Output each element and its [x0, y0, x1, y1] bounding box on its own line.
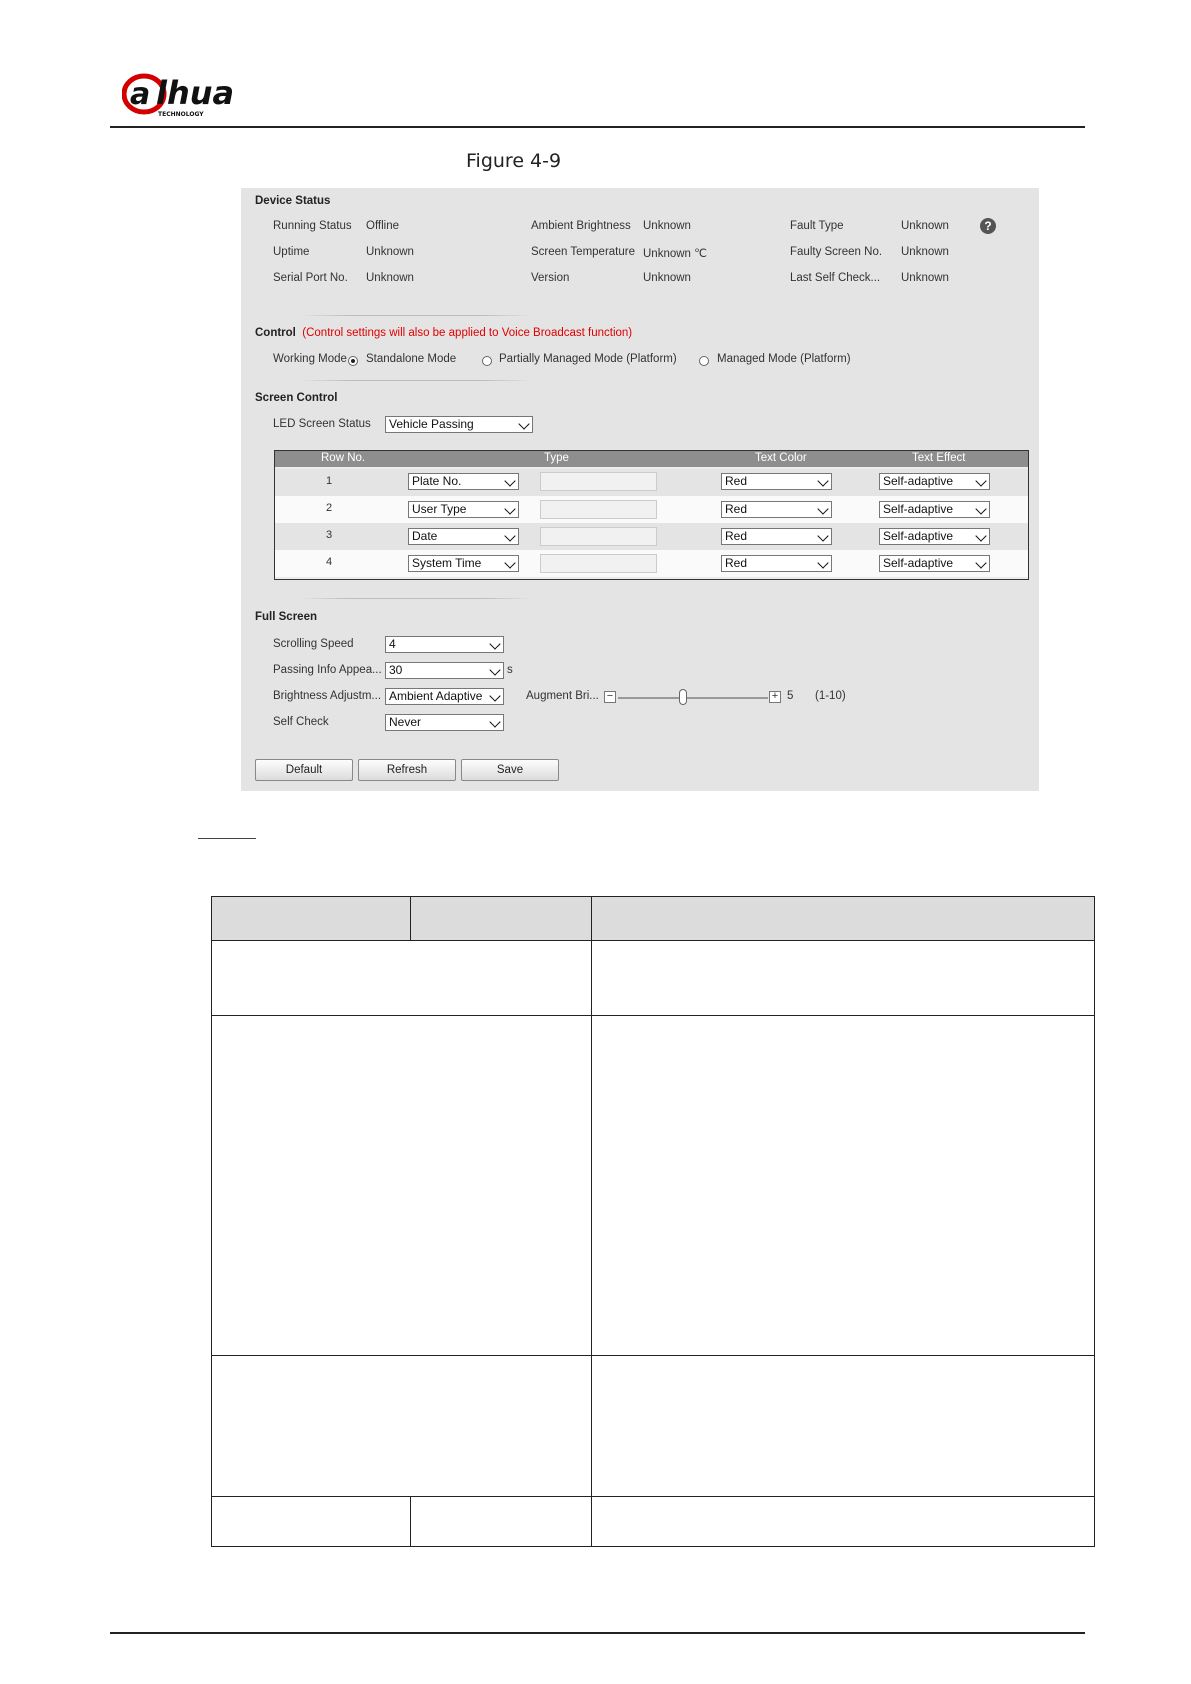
faulty-screen-no-value: Unknown — [901, 246, 949, 258]
row-type-input[interactable] — [540, 500, 657, 519]
table-border — [1094, 896, 1095, 1547]
scrolling-speed-select[interactable]: 4 — [385, 636, 504, 653]
table-header — [275, 451, 1028, 467]
uptime-label: Uptime — [273, 246, 310, 258]
row-text-color-select[interactable]: Red — [721, 555, 832, 572]
last-self-check-label: Last Self Check... — [790, 272, 881, 284]
augment-brightness-range: (1-10) — [815, 690, 846, 702]
full-screen-title: Full Screen — [255, 611, 317, 623]
row-no: 2 — [326, 502, 333, 514]
screen-temperature-value: Unknown ℃ — [643, 248, 708, 260]
working-mode-label: Working Mode — [273, 353, 347, 365]
last-self-check-value: Unknown — [901, 272, 949, 284]
table-rule — [211, 1015, 1095, 1016]
table-border — [211, 1546, 1095, 1547]
row-text-color-select[interactable]: Red — [721, 473, 832, 490]
svg-text:TECHNOLOGY: TECHNOLOGY — [158, 111, 204, 118]
row-no: 3 — [326, 529, 333, 541]
augment-brightness-label: Augment Bri... — [526, 690, 599, 702]
table-row — [275, 496, 1028, 523]
brightness-adjustment-select[interactable]: Ambient Adaptive — [385, 688, 504, 705]
slider-increase-button[interactable]: + — [769, 691, 781, 703]
help-icon[interactable]: ? — [980, 218, 996, 234]
row-text-color-select[interactable]: Red — [721, 528, 832, 545]
header-text-color: Text Color — [755, 452, 807, 464]
radio-partially-managed-mode[interactable] — [482, 356, 492, 366]
ambient-brightness-value: Unknown — [643, 220, 691, 232]
table-rule — [211, 1496, 1095, 1497]
passing-info-unit: s — [507, 664, 513, 676]
row-type-input[interactable] — [540, 554, 657, 573]
radio-standalone-mode[interactable] — [348, 356, 358, 366]
table-border — [211, 896, 212, 1547]
faulty-screen-no-label: Faulty Screen No. — [790, 246, 883, 258]
led-screen-config-panel — [241, 188, 1039, 791]
version-value: Unknown — [643, 272, 691, 284]
row-text-effect-select[interactable]: Self-adaptive — [879, 501, 990, 518]
brightness-adjustment-label: Brightness Adjustm... — [273, 690, 382, 702]
parameter-table — [211, 896, 1095, 1547]
device-status-title: Device Status — [255, 195, 331, 207]
save-button[interactable]: Save — [461, 759, 559, 781]
row-type-input[interactable] — [540, 472, 657, 491]
section-divider — [301, 598, 531, 599]
led-screen-status-select[interactable]: Vehicle Passing — [385, 416, 533, 433]
passing-info-select[interactable]: 30 — [385, 662, 504, 679]
footer-rule — [110, 1632, 1085, 1634]
section-divider — [301, 315, 531, 316]
slider-decrease-button[interactable]: − — [604, 691, 616, 703]
table-row — [275, 550, 1028, 577]
screen-temperature-label: Screen Temperature — [531, 246, 635, 258]
running-status-label: Running Status — [273, 220, 352, 232]
row-no: 4 — [326, 556, 333, 568]
self-check-select[interactable]: Never — [385, 714, 504, 731]
scrolling-speed-label: Scrolling Speed — [273, 638, 354, 650]
control-note: (Control settings will also be applied to Voice Broadcast function) — [302, 327, 633, 339]
serial-port-no-label: Serial Port No. — [273, 272, 348, 284]
augment-brightness-slider-handle[interactable] — [679, 689, 687, 705]
augment-brightness-slider-track[interactable] — [618, 697, 768, 699]
header-type: Type — [544, 452, 569, 464]
figure-caption: Figure 4-9 — [466, 150, 562, 172]
row-text-effect-select[interactable]: Self-adaptive — [879, 555, 990, 572]
radio-managed-mode[interactable] — [699, 356, 709, 366]
svg-text:a: a — [130, 77, 151, 112]
table-rule — [211, 1355, 1095, 1356]
dahua-logo — [122, 70, 262, 120]
table-rule — [410, 1496, 411, 1547]
table-row — [275, 523, 1028, 550]
row-text-effect-select[interactable]: Self-adaptive — [879, 528, 990, 545]
heading-underline — [198, 838, 256, 839]
fault-type-value: Unknown — [901, 220, 949, 232]
table-rule — [211, 940, 1095, 941]
partially-managed-mode-label: Partially Managed Mode (Platform) — [499, 353, 677, 365]
serial-port-no-value: Unknown — [366, 272, 414, 284]
control-title: Control (Control settings will also be applied to Voice Broadcast function) — [255, 327, 633, 339]
fault-type-label: Fault Type — [790, 220, 844, 232]
led-screen-status-label: LED Screen Status — [273, 418, 371, 430]
passing-info-label: Passing Info Appea... — [273, 664, 382, 676]
section-divider — [301, 380, 531, 381]
row-type-input[interactable] — [540, 527, 657, 546]
refresh-button[interactable]: Refresh — [358, 759, 456, 781]
row-text-color-select[interactable]: Red — [721, 501, 832, 518]
augment-brightness-value: 5 — [787, 690, 794, 702]
default-button[interactable]: Default — [255, 759, 353, 781]
table-border — [211, 896, 1095, 897]
uptime-value: Unknown — [366, 246, 414, 258]
table-rule — [591, 896, 592, 1547]
row-type-select[interactable]: User Type — [408, 501, 519, 518]
version-label: Version — [531, 272, 570, 284]
header-row-no: Row No. — [321, 452, 366, 464]
ambient-brightness-label: Ambient Brightness — [531, 220, 631, 232]
row-type-select[interactable]: System Time — [408, 555, 519, 572]
standalone-mode-label: Standalone Mode — [366, 353, 457, 365]
row-no: 1 — [326, 475, 333, 487]
table-header-row — [211, 896, 1095, 940]
screen-control-title: Screen Control — [255, 392, 338, 404]
header-text-effect: Text Effect — [912, 452, 966, 464]
self-check-label: Self Check — [273, 716, 329, 728]
row-config-table — [274, 450, 1029, 580]
row-type-select[interactable]: Date — [408, 528, 519, 545]
managed-mode-label: Managed Mode (Platform) — [717, 353, 851, 365]
running-status-value: Offline — [366, 220, 400, 232]
row-text-effect-select[interactable]: Self-adaptive — [879, 473, 990, 490]
table-row — [275, 469, 1028, 496]
table-rule — [410, 896, 411, 940]
header-rule — [110, 126, 1085, 128]
svg-text:lhua: lhua — [156, 74, 235, 112]
row-type-select[interactable]: Plate No. — [408, 473, 519, 490]
